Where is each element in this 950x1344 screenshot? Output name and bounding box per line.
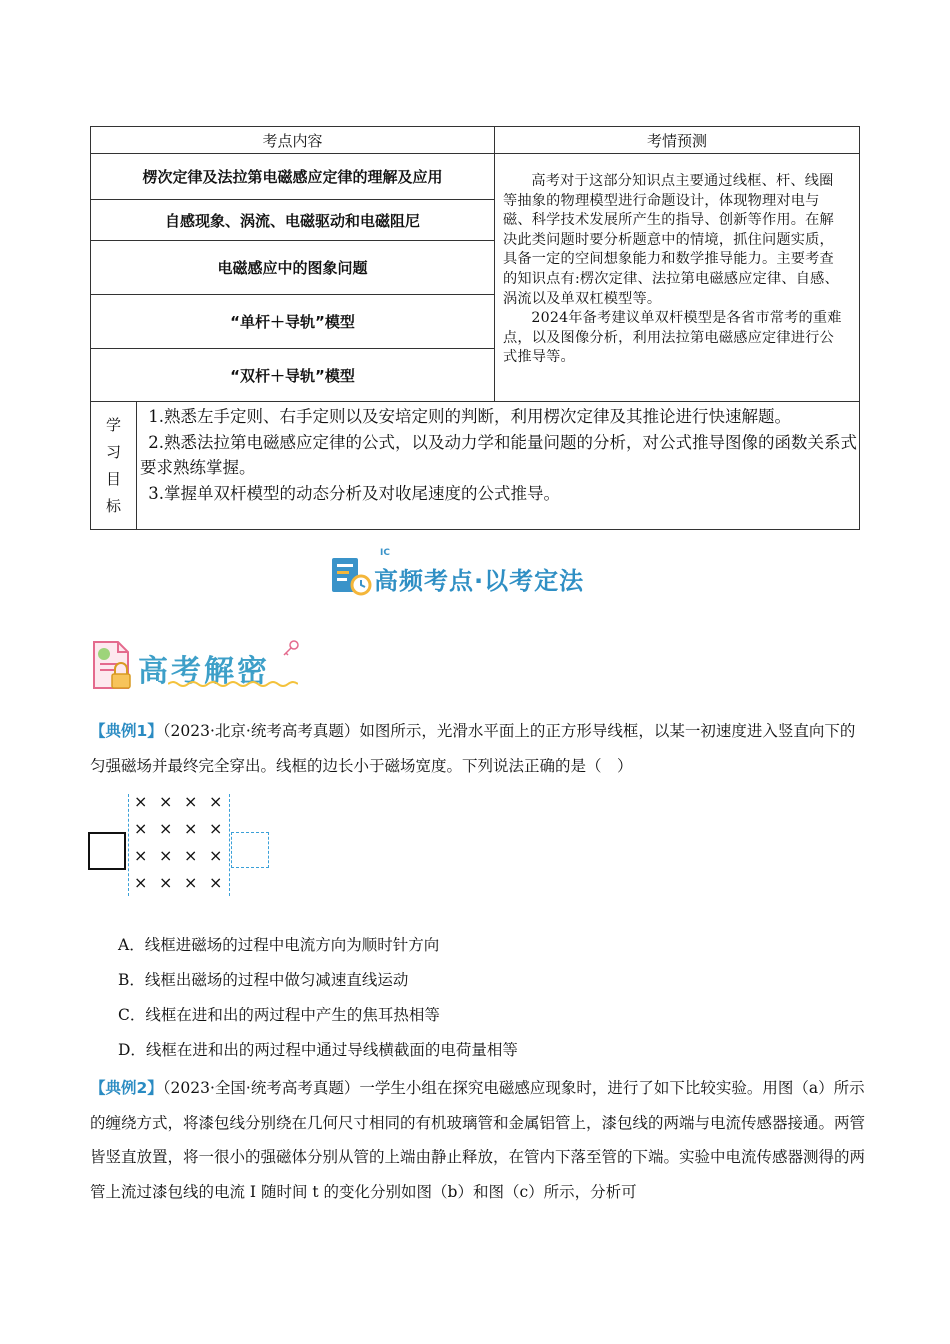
field-cross-symbol: × — [159, 846, 173, 865]
example-1-question — [90, 714, 870, 784]
field-cross-symbol: × — [159, 792, 173, 811]
field-cross-symbol: × — [209, 846, 223, 865]
topic-row — [90, 199, 495, 241]
example-tag: 【典例2】 — [90, 1079, 163, 1097]
topic-text: 楞次定律及法拉第电磁感应定律的理解及应用 — [142, 168, 443, 186]
question-text: （2023·北京·统考高考真题）如图所示，光滑水平面上的正方形导线框，以某一初速度进入竖直向下的匀强磁场并最终完全穿出。线框的边长小于磁场宽度。下列说法正确的是（ ） — [90, 722, 856, 775]
field-symbols — [134, 792, 230, 896]
option-c[interactable]: C．线框在进和出的两过程中产生的焦耳热相等 — [118, 1006, 440, 1024]
high-frequency-banner — [330, 548, 630, 599]
field-cross-symbol: × — [184, 846, 198, 865]
goals-cell — [136, 401, 860, 530]
topic-text: “双杆＋导轨”模型 — [230, 366, 355, 385]
banner-title: 高频考点·以考定法 — [374, 567, 585, 595]
field-cross-symbol: × — [159, 819, 173, 838]
goal-label-cell — [90, 401, 137, 530]
topic-row — [90, 153, 495, 200]
field-cross-symbol: × — [209, 873, 223, 892]
forecast-paragraph: 2024年备考建议单双杆模型是各省市常考的重难点，以及图像分析，利用法拉第电磁感应定律进行公式推导等。 — [503, 310, 842, 366]
square-wire-frame — [88, 832, 126, 870]
wave-underline-icon — [168, 680, 298, 688]
topic-row — [90, 240, 495, 295]
forecast-paragraph: 高考对于这部分知识点主要通过线框、杆、线圈等抽象的物理模型进行命题设计，体现物理对电与磁、科学技术发展所产生的指导、创新等作用。在解决此类问题时要分析题意中的情境，抓住问题实质，具备一定的空间想象能力和数学推导能力。主要考查的知识点有:楞次定律、法拉第电磁感应定律、自感、涡流以及单双杠模型等。 — [503, 173, 839, 307]
field-cross-symbol: × — [184, 819, 198, 838]
goal-label-char: 习 — [105, 442, 121, 461]
exit-frame-outline — [231, 832, 269, 868]
document-lock-icon — [90, 638, 138, 694]
field-cross-symbol: × — [159, 873, 173, 892]
field-cross-symbol: × — [134, 846, 148, 865]
goal-item: 1.熟悉左手定则、右手定则以及安培定则的判断，利用楞次定律及其推论进行快速解题。 — [148, 407, 791, 426]
field-cross-symbol: × — [209, 792, 223, 811]
option-d[interactable]: D．线框在进和出的两过程中通过导线横截面的电荷量相等 — [118, 1041, 518, 1059]
topic-row — [90, 348, 495, 402]
goal-label-char: 目 — [105, 469, 121, 488]
question-text: （2023·全国·统考高考真题）一学生小组在探究电磁感应现象时，进行了如下比较实验。用图（a）所示的缠绕方式，将漆包线分别绕在几何尺寸相同的有机玻璃管和金属铝管上，漆包线的两端与电流传感器接通。两管皆竖直放置，将一很小的强磁体分别从管的上端由静止释放，在管内下落至管的下端。实验中电流传感器测得的两管上流过漆包线的电流 I 随时间 t 的变化分别如图（b）和图（c）所示，分析可 — [90, 1079, 866, 1201]
magnetic-field-figure — [86, 792, 286, 896]
forecast-cell — [494, 153, 860, 402]
section-title: 高考解密 — [138, 654, 270, 689]
table-header-forecast — [494, 126, 860, 154]
banner-badge: IC — [380, 548, 390, 558]
goal-label-char: 标 — [105, 496, 121, 515]
header-label: 考情预测 — [646, 131, 707, 150]
document-clock-icon — [330, 555, 374, 597]
topic-text: 电磁感应中的图象问题 — [217, 259, 368, 277]
option-b[interactable]: B．线框出磁场的过程中做匀减速直线运动 — [118, 971, 409, 989]
goal-label-char: 学 — [105, 415, 121, 434]
table-header-content — [90, 126, 495, 154]
topic-row — [90, 294, 495, 349]
goal-item: 3.掌握单双杆模型的动态分析及对收尾速度的公式推导。 — [148, 483, 560, 503]
option-a[interactable]: A．线框进磁场的过程中电流方向为顺时针方向 — [118, 936, 440, 954]
field-cross-symbol: × — [209, 819, 223, 838]
field-cross-symbol: × — [134, 819, 148, 838]
section-header — [90, 636, 310, 696]
topic-text: “单杆＋导轨”模型 — [230, 313, 355, 331]
field-cross-symbol: × — [134, 873, 148, 892]
topic-text: 自感现象、涡流、电磁驱动和电磁阻尼 — [164, 211, 420, 230]
goal-item: 2.熟悉法拉第电磁感应定律的公式，以及动力学和能量问题的分析，对公式推导图像的函数关系式要求熟练掌握。 — [140, 432, 857, 477]
field-cross-symbol: × — [134, 792, 148, 811]
field-cross-symbol: × — [184, 873, 198, 892]
exam-analysis-table — [90, 126, 860, 530]
field-left-boundary — [128, 794, 129, 896]
example-2-question — [90, 1071, 870, 1209]
key-icon — [280, 638, 302, 660]
header-label: 考点内容 — [262, 131, 323, 150]
field-cross-symbol: × — [184, 792, 198, 811]
example-tag: 【典例1】 — [90, 722, 163, 740]
